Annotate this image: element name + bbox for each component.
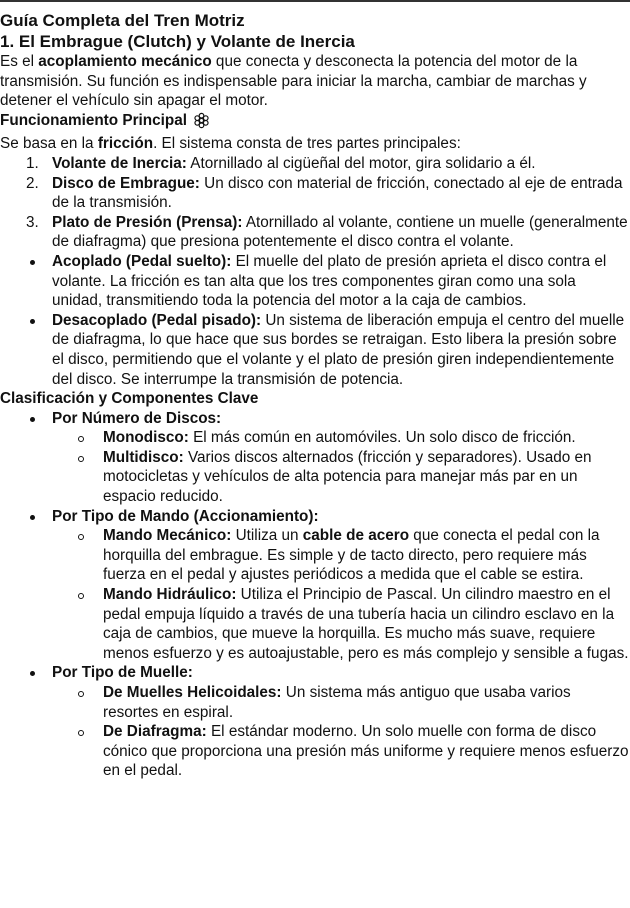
section-heading-embrague: 1. El Embrague (Clutch) y Volante de Inercia: [0, 32, 355, 51]
circle-bullet-icon: [78, 436, 84, 442]
item-label: De Diafragma:: [103, 723, 207, 741]
top-rule: [0, 0, 630, 2]
sublist-item: [0, 683, 630, 722]
list-item: [0, 663, 630, 683]
list-number: 3.: [26, 213, 39, 231]
item-label: Acoplado (Pedal suelto):: [52, 252, 232, 270]
item-text-bold: cable de acero: [302, 527, 410, 545]
principal-text-bold: fricción: [97, 135, 154, 153]
principal-intro: [0, 134, 630, 154]
item-text: El estándar moderno. Un solo muelle con forma de disco cónico que proporciona una presión más uniforme y requiere menos esfuerzo en el pedal.: [103, 723, 629, 780]
circle-bullet-icon: [78, 691, 84, 697]
item-label: Mando Mecánico:: [103, 527, 232, 545]
item-label: Por Tipo de Muelle:: [52, 664, 193, 682]
item-label: Multidisco:: [103, 448, 184, 466]
intro-paragraph: [0, 52, 630, 111]
intro-text-pre: Es el: [0, 53, 39, 70]
bullet-icon: [30, 417, 35, 422]
item-label: Desacoplado (Pedal pisado):: [52, 311, 262, 329]
sublist-item: [0, 428, 630, 448]
sublist-item: [0, 526, 630, 585]
list-item: [0, 311, 630, 389]
item-text: Un disco con material de fricción, conectado al eje de entrada de la transmisión.: [52, 174, 623, 212]
principal-heading-text: Funcionamiento Principal: [0, 111, 187, 129]
list-number: 2.: [26, 174, 39, 192]
principal-text-pre: Se basa en la: [0, 135, 98, 153]
list-item: [0, 154, 630, 174]
item-text: Varios discos alternados (fricción y separadores). Usado en motocicletas y vehículos de alta potencia para manejar más par en un espacio reducido.: [103, 448, 592, 506]
gear-icon: [193, 112, 210, 135]
item-label: Volante de Inercia:: [52, 154, 187, 172]
list-item: [0, 507, 630, 527]
item-label: Mando Hidráulico:: [103, 586, 237, 604]
item-label: Disco de Embrague:: [52, 174, 200, 192]
bullet-icon: [30, 515, 35, 520]
item-text: El muelle del plato de presión aprieta el disco contra el volante. La fricción es tan alta que los tres componentes giran como una sola unidad, transmitiendo toda la potencia del motor a la caja de cambios.: [52, 252, 607, 310]
principal-heading: [0, 111, 630, 135]
intro-text-bold: acoplamiento mecánico: [38, 53, 212, 70]
classification-heading: Clasificación y Componentes Clave: [0, 390, 259, 408]
bullet-icon: [30, 319, 35, 324]
item-text: Atornillado al cigüeñal del motor, gira solidario a él.: [186, 154, 536, 172]
sublist-item: [0, 722, 630, 781]
item-label: Por Número de Discos:: [52, 409, 222, 427]
bullet-icon: [30, 260, 35, 265]
circle-bullet-icon: [78, 534, 84, 540]
item-text-pre: Utiliza un: [231, 527, 303, 545]
list-item: [0, 174, 630, 213]
list-number: 1.: [26, 154, 39, 172]
item-text: Un sistema más antiguo que usaba varios resortes en espiral.: [103, 684, 571, 721]
list-item: [0, 409, 630, 429]
circle-bullet-icon: [78, 730, 84, 736]
circle-bullet-icon: [78, 593, 84, 599]
classification-list: [0, 409, 630, 781]
list-item: [0, 252, 630, 311]
item-label: De Muelles Helicoidales:: [103, 684, 282, 701]
parts-list: [0, 154, 630, 252]
item-text: Utiliza el Principio de Pascal. Un cilindro maestro en el pedal empuja líquido a través de una tubería hacia un cilindro esclavo en la caja de cambios, que mueve la horquilla. Es mucho más suave, requiere menos esfuerzo y es autoajustable, pero es más complejo y sensible a fugas.: [103, 586, 629, 662]
item-label: Por Tipo de Mando (Accionamiento):: [52, 507, 319, 525]
item-text: Un sistema de liberación empuja el centro del muelle de diafragma, lo que hace que sus bordes se retraigan. Esto libera la presión sobre el disco, permitiendo que el volante y el plato de presión giren independientemente del disco. Se interrumpe la transmisión de potencia.: [52, 311, 625, 388]
item-label: Plato de Presión (Prensa):: [52, 213, 243, 231]
document-page: [0, 10, 630, 781]
sublist-item: [0, 448, 630, 507]
document-title: Guía Completa del Tren Motriz: [0, 11, 245, 30]
item-text: Atornillado al volante, contiene un muelle (generalmente de diafragma) que presiona potentemente el disco contra el volante.: [52, 213, 628, 251]
item-text-post: que conecta el pedal con la horquilla del embrague. Es simple y de tacto directo, pero requiere más fuerza en el pedal y ajustes periódicos a medida que el cable se estira.: [103, 527, 600, 584]
sublist-item: [0, 585, 630, 663]
circle-bullet-icon: [78, 456, 84, 462]
states-list: [0, 252, 630, 389]
item-text: El más común en automóviles. Un solo disco de fricción.: [188, 429, 576, 447]
bullet-icon: [30, 671, 35, 676]
principal-text-post: . El sistema consta de tres partes principales:: [153, 135, 461, 153]
item-label: Monodisco:: [103, 429, 189, 447]
intro-text-post: que conecta y desconecta la potencia del motor de la transmisión. Su función es indispensable para iniciar la marcha, cambiar de marchas y detener el vehículo sin apagar el motor.: [0, 53, 587, 110]
list-item: [0, 213, 630, 252]
